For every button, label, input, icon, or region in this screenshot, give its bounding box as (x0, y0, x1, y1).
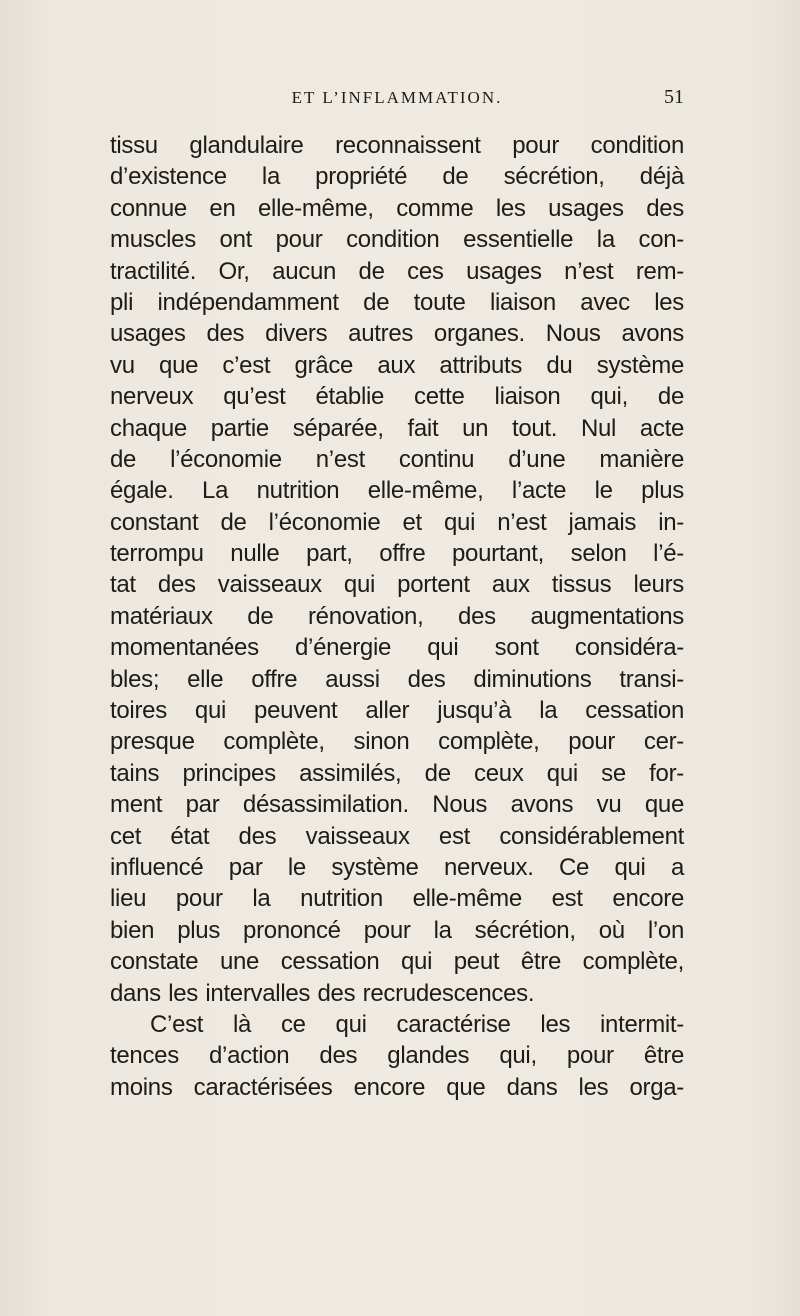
text-line: tat des vaisseaux qui portent aux tissus leurs (110, 571, 684, 599)
running-head (110, 88, 684, 114)
text-line: usages des divers autres organes. Nous avons (110, 320, 684, 348)
text-line: matériaux de rénovation, des augmentations (110, 602, 684, 630)
text-line: tains principes assimilés, de ceux qui se for- (110, 759, 684, 787)
body-text (110, 130, 684, 1103)
text-line: chaque partie séparée, fait un tout. Nul acte (110, 414, 684, 442)
text-line: dans les intervalles des recrudescences. (110, 979, 535, 1007)
text-line: muscles ont pour condition essentielle la con- (110, 226, 684, 254)
text-line: toires qui peuvent aller jusqu’à la cessation (110, 697, 684, 725)
text-line: connue en elle-même, comme les usages des (110, 194, 684, 222)
text-line: d’existence la propriété de sécrétion, déjà (110, 163, 684, 191)
text-line: constate une cessation qui peut être complète, (110, 948, 684, 976)
running-title: ET L’INFLAMMATION. (291, 88, 503, 107)
text-line: nerveux qu’est établie cette liaison qui, de (110, 383, 684, 411)
text-line: influencé par le système nerveux. Ce qui a (110, 853, 684, 881)
text-line: cet état des vaisseaux est considérablement (110, 822, 684, 850)
text-line: vu que c’est grâce aux attributs du système (110, 351, 684, 379)
text-line: de l’économie n’est continu d’une manière (110, 445, 684, 473)
text-line: constant de l’économie et qui n’est jamais in- (110, 508, 684, 536)
text-line: ment par désassimilation. Nous avons vu que (110, 791, 684, 819)
text-line: C’est là ce qui caractérise les intermit- (150, 1010, 684, 1038)
text-line: tences d’action des glandes qui, pour être (110, 1042, 684, 1070)
text-line: moins caractérisées encore que dans les orga- (110, 1073, 684, 1101)
page-number: 51 (664, 86, 684, 108)
text-line: bles; elle offre aussi des diminutions transi- (110, 665, 684, 693)
text-line: pli indépendamment de toute liaison avec les (110, 288, 684, 316)
text-line: lieu pour la nutrition elle-même est encore (110, 885, 684, 913)
text-line: tissu glandulaire reconnaissent pour condition (110, 132, 684, 159)
text-line: tractilité. Or, aucun de ces usages n’est rem- (110, 257, 684, 285)
text-line: momentanées d’énergie qui sont considéra- (110, 634, 684, 662)
text-line: bien plus prononcé pour la sécrétion, où l’on (110, 916, 684, 944)
text-line: terrompu nulle part, offre pourtant, selon l’é- (110, 540, 684, 568)
text-line: égale. La nutrition elle-même, l’acte le plus (110, 477, 684, 505)
text-line: presque complète, sinon complète, pour cer- (110, 728, 684, 756)
